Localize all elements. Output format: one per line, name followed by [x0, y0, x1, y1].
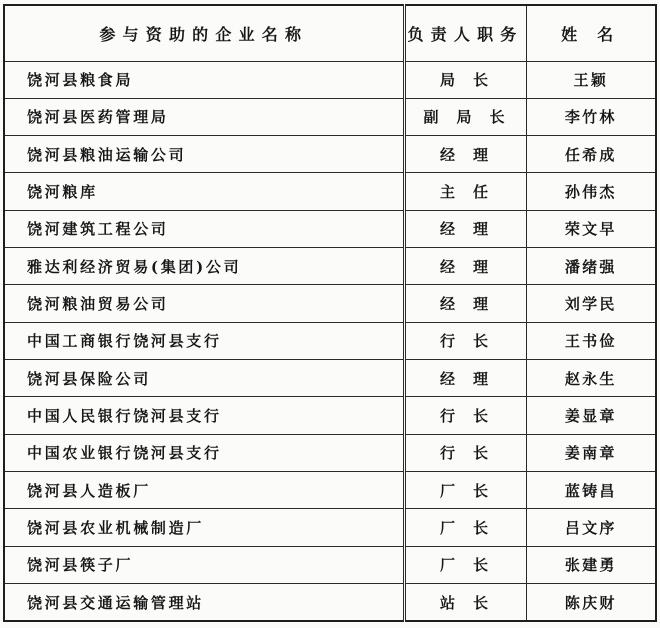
person-name: 王颖	[526, 61, 656, 98]
company-name: 中国工商银行饶河县支行	[4, 322, 404, 359]
company-name: 饶河县农业机械制造厂	[4, 509, 404, 546]
table-row	[4, 472, 656, 509]
company-name: 中国人民银行饶河县支行	[4, 397, 404, 434]
responsible-post: 主任	[404, 173, 526, 210]
responsible-post: 副局长	[404, 98, 526, 135]
header-company: 参与资助的企业名称	[4, 5, 404, 61]
company-name: 饶河县粮油运输公司	[4, 136, 404, 173]
responsible-post: 经理	[404, 210, 526, 247]
person-name: 姜南章	[526, 434, 656, 471]
table-header	[4, 5, 656, 61]
person-name: 孙伟杰	[526, 173, 656, 210]
responsible-post: 行长	[404, 397, 526, 434]
table-row	[4, 248, 656, 285]
table-row	[4, 509, 656, 546]
table-row	[4, 210, 656, 247]
responsible-post: 厂长	[404, 472, 526, 509]
company-name: 饶河县交通运输管理站	[4, 584, 404, 621]
header-person: 姓 名	[526, 5, 656, 61]
table-row	[4, 584, 656, 621]
company-name: 饶河建筑工程公司	[4, 210, 404, 247]
company-name: 饶河粮库	[4, 173, 404, 210]
company-name: 雅达利经济贸易(集团)公司	[4, 248, 404, 285]
person-name: 蓝铸昌	[526, 472, 656, 509]
person-name: 张建勇	[526, 546, 656, 583]
sponsor-table	[3, 4, 657, 622]
responsible-post: 行长	[404, 322, 526, 359]
person-name: 刘学民	[526, 285, 656, 322]
company-name: 饶河县人造板厂	[4, 472, 404, 509]
responsible-post: 厂长	[404, 509, 526, 546]
table-row	[4, 285, 656, 322]
responsible-post: 行长	[404, 434, 526, 471]
table-row	[4, 434, 656, 471]
company-name: 饶河县医药管理局	[4, 98, 404, 135]
table-row	[4, 397, 656, 434]
responsible-post: 经理	[404, 360, 526, 397]
person-name: 潘绪强	[526, 248, 656, 285]
person-name: 陈庆财	[526, 584, 656, 621]
responsible-post: 经理	[404, 136, 526, 173]
person-name: 姜显章	[526, 397, 656, 434]
responsible-post: 经理	[404, 285, 526, 322]
header-row	[4, 5, 656, 61]
person-name: 荣文早	[526, 210, 656, 247]
responsible-post: 局长	[404, 61, 526, 98]
company-name: 饶河县筷子厂	[4, 546, 404, 583]
responsible-post: 站长	[404, 584, 526, 621]
header-post: 负责人职务	[404, 5, 526, 61]
person-name: 吕文序	[526, 509, 656, 546]
company-name: 中国农业银行饶河县支行	[4, 434, 404, 471]
person-name: 任希成	[526, 136, 656, 173]
person-name: 赵永生	[526, 360, 656, 397]
responsible-post: 厂长	[404, 546, 526, 583]
person-name: 王书俭	[526, 322, 656, 359]
table-row	[4, 136, 656, 173]
table-row	[4, 360, 656, 397]
table-row	[4, 546, 656, 583]
responsible-post: 经理	[404, 248, 526, 285]
company-name: 饶河县保险公司	[4, 360, 404, 397]
table-row	[4, 173, 656, 210]
table-body	[4, 61, 656, 621]
table-row	[4, 98, 656, 135]
company-name: 饶河粮油贸易公司	[4, 285, 404, 322]
company-name: 饶河县粮食局	[4, 61, 404, 98]
person-name: 李竹林	[526, 98, 656, 135]
table-row	[4, 61, 656, 98]
table-row	[4, 322, 656, 359]
